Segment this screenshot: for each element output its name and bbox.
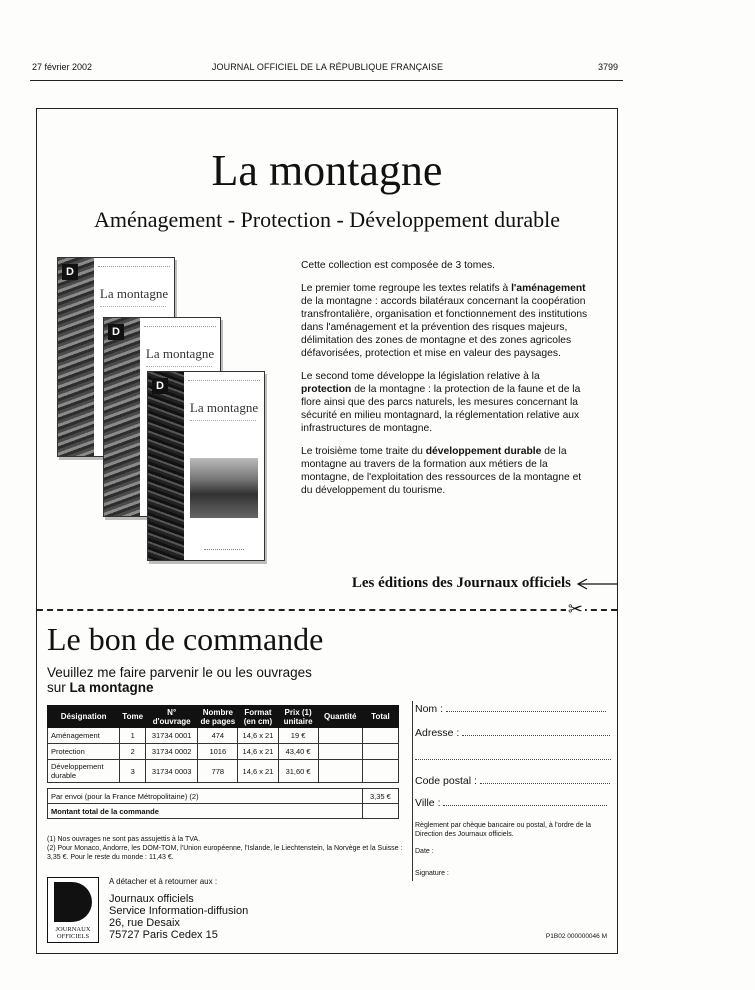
- publisher-logo-icon: D: [108, 324, 124, 340]
- page-header: [32, 62, 623, 76]
- date-field[interactable]: Date :: [415, 848, 434, 855]
- header-date: 27 février 2002: [32, 62, 93, 72]
- footnotes: (1) Nos ouvrages ne sont pas assujettis à la TVA. (2) Pour Monaco, Andorre, les DOM-TOM, l'Union européenne, l'Islande, le Liechtenstein, la Norvège et la Suisse : 3,35 €. Pour le reste du monde : 11,43 €.: [47, 836, 403, 861]
- publisher-name: Les éditions des Journaux officiels: [351, 575, 571, 591]
- publisher-logo-icon: D: [62, 264, 78, 280]
- grand-total-cell[interactable]: [362, 804, 398, 819]
- desc-tome-1: Le premier tome regroupe les textes relatifs à l'aménagement de la montagne : accords bilatéraux concernant la coopération transfrontalière, organisation et fonctionnement des institutions dans l'aménagement et la prévention des risques majeurs, délimitation des zones de montagne et des zones agricoles défavorisées, protection et mise en valeur des paysages.: [301, 283, 588, 359]
- arrow-left-icon: [575, 577, 617, 591]
- total-cell[interactable]: [362, 744, 398, 760]
- header-rule: [30, 80, 623, 81]
- book-cover-title: La montagne: [99, 286, 169, 301]
- book-cover-title: La montagne: [145, 346, 215, 361]
- column-header: Nombre de pages: [198, 706, 238, 728]
- column-header: Quantité: [318, 706, 362, 728]
- column-header: Format (en cm): [238, 706, 278, 728]
- table-header-row: [48, 706, 399, 728]
- adresse-field[interactable]: Adresse :: [415, 727, 612, 739]
- postal-address: Journaux officiels Service Information-diffusion 26, rue Desaix 75727 Paris Cedex 15: [109, 893, 249, 941]
- quantity-cell[interactable]: [318, 728, 362, 744]
- header-page-number: 3799: [598, 62, 619, 72]
- desc-intro: Cette collection est composée de 3 tomes.: [301, 260, 496, 271]
- desc-tome-2: Le second tome développe la législation relative à la protection de la montagne : la protection de la faune et de la flore ainsi que des parcs naturels, les mesures concernant la sécurité en milieu montagnard, la réglementation relative aux infrastructures de montagne.: [301, 371, 581, 434]
- header-journal-title: JOURNAL OFFICIEL DE LA RÉPUBLIQUE FRANÇAISE: [211, 62, 444, 72]
- quantity-cell[interactable]: [318, 760, 362, 783]
- column-header: Désignation: [48, 706, 120, 728]
- ad-subtitle: Aménagement - Protection - Développement durable: [93, 207, 561, 232]
- quantity-cell[interactable]: [318, 744, 362, 760]
- order-intro: Veuillez me faire parvenir le ou les ouvrages sur La montagne: [47, 665, 312, 695]
- table-row: Aménagement 1 31734 0001 474 14,6 x 21 19 €: [48, 728, 399, 744]
- book-cover-tome-3: [147, 371, 265, 561]
- table-row: Développement durable 3 31734 0003 778 14,6 x 21 31,60 €: [48, 760, 399, 783]
- shipping-row: Par envoi (pour la France Métropolitaine) (2) 3,35 €: [48, 789, 399, 804]
- total-cell[interactable]: [362, 728, 398, 744]
- order-table: [47, 705, 399, 819]
- column-header: N° d'ouvrage: [146, 706, 198, 728]
- column-header: Total: [362, 706, 398, 728]
- book-covers-illustration: [57, 257, 287, 577]
- column-header: Prix (1) unitaire: [278, 706, 318, 728]
- payment-note: Règlement par chèque bancaire ou postal, à l'ordre de la Direction des Journaux officiels.: [415, 822, 592, 838]
- order-form-title: Le bon de commande: [47, 621, 324, 657]
- total-row: Montant total de la commande: [48, 804, 399, 819]
- reference-code: P1B02 000000046 M: [545, 933, 607, 940]
- desc-tome-3: Le troisième tome traite du développement durable de la montagne au travers de la formation aux métiers de la montagne, de l'exploitation des ressources de la montagne et du développement du tourisme.: [301, 446, 582, 496]
- book-cover-title: La montagne: [189, 400, 259, 415]
- cut-line: [37, 609, 617, 611]
- total-cell[interactable]: [362, 760, 398, 783]
- adresse-line-2[interactable]: [415, 751, 612, 763]
- ad-title: La montagne: [211, 146, 443, 195]
- mountain-photo: [190, 458, 258, 518]
- advertisement-box: [36, 108, 618, 954]
- detach-instruction: A détacher et à retourner aux :: [109, 877, 218, 886]
- table-row: Protection 2 31734 0002 1016 14,6 x 21 43,40 €: [48, 744, 399, 760]
- signature-field[interactable]: Signature :: [415, 870, 449, 877]
- journaux-officiels-logo: JOURNAUX OFFICIELS: [47, 877, 99, 943]
- code-postal-field[interactable]: Code postal :: [415, 775, 612, 787]
- ville-field[interactable]: Ville :: [415, 797, 612, 809]
- return-address: [47, 877, 407, 947]
- scissors-icon: ✂: [567, 599, 583, 619]
- column-header: Tome: [120, 706, 146, 728]
- customer-form: [412, 701, 612, 881]
- nom-field[interactable]: Nom :: [415, 703, 612, 715]
- collection-description: [301, 259, 591, 507]
- publisher-logo-icon: D: [152, 378, 168, 394]
